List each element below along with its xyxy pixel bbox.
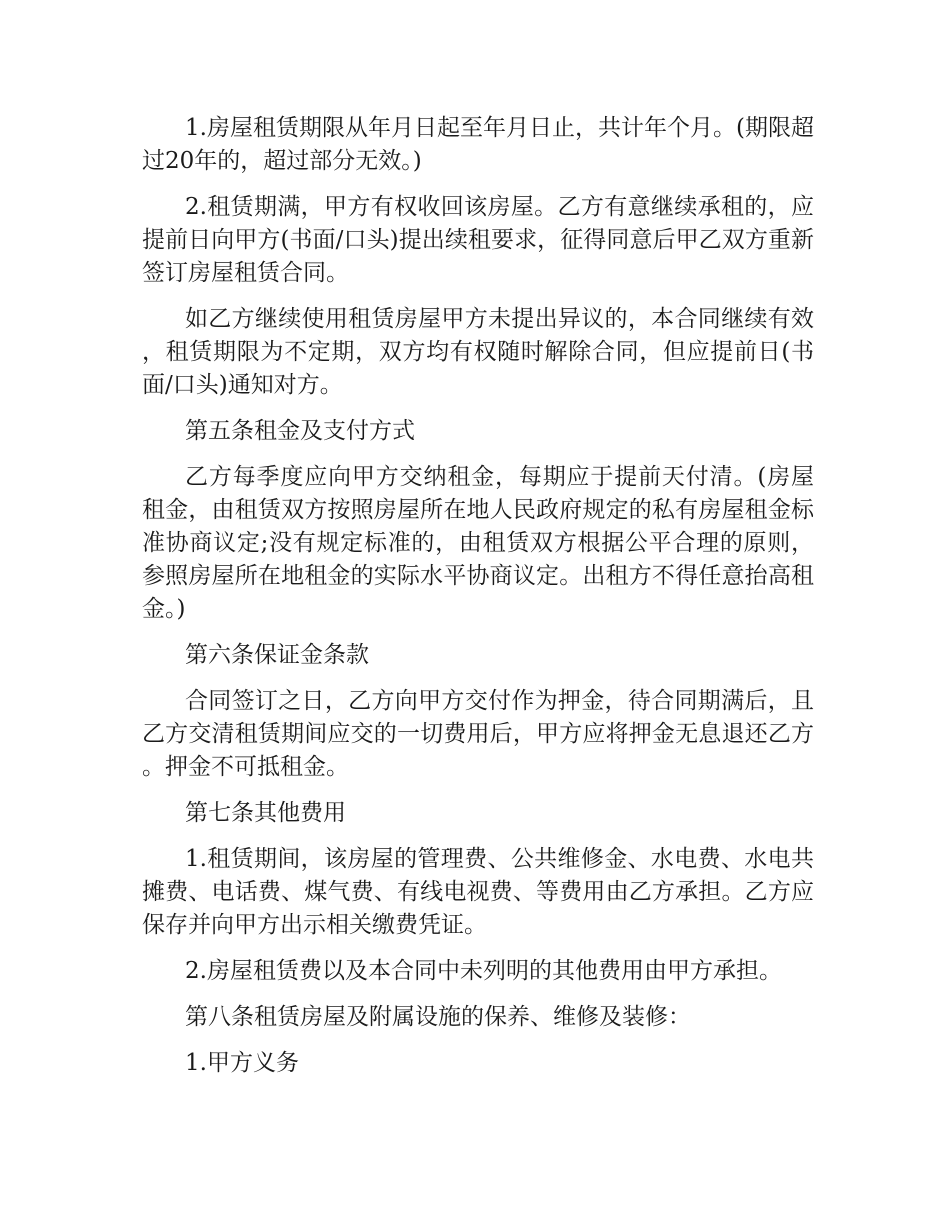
clause-lease-renewal: 2.租赁期满，甲方有权收回该房屋。乙方有意继续承租的，应提前日向甲方(书面/口头)提出续租要求，征得同意后甲乙双方重新签订房屋租赁合同。	[142, 194, 814, 286]
article-6-heading: 第六条保证金条款	[185, 642, 369, 668]
document-body	[142, 112, 814, 1093]
clause-deposit: 合同签订之日，乙方向甲方交付作为押金，待合同期满后，且乙方交清租赁期间应交的一切费用后，甲方应将押金无息退还乙方。押金不可抵租金。	[142, 688, 814, 780]
clause-tenant-fees: 1.租赁期间，该房屋的管理费、公共维修金、水电费、水电共摊费、电话费、煤气费、有线电视费、等费用由乙方承担。乙方应保存并向甲方出示相关缴费凭证。	[142, 846, 814, 938]
clause-lease-term: 1.房屋租赁期限从年月日起至年月日止，共计年个月。(期限超过20年的，超过部分无效。)	[142, 115, 814, 174]
article-8-heading: 第八条租赁房屋及附属设施的保养、维修及装修：	[185, 1004, 691, 1030]
clause-rent-payment: 乙方每季度应向甲方交纳租金，每期应于提前天付清。(房屋租金，由租赁双方按照房屋所在地人民政府规定的私有房屋租金标准协商议定;没有规定标准的，由租赁双方根据公平合理的原则，参照房屋所在地租金的实际水平协商议定。出租方不得任意抬高租金。)	[142, 464, 814, 622]
clause-landlord-fees: 2.房屋租赁费以及本合同中未列明的其他费用由甲方承担。	[185, 958, 782, 984]
clause-indefinite-term: 如乙方继续使用租赁房屋甲方未提出异议的，本合同继续有效，租赁期限为不定期，双方均有权随时解除合同，但应提前日(书面/口头)通知对方。	[142, 306, 814, 398]
article-7-heading: 第七条其他费用	[185, 800, 346, 826]
article-5-heading: 第五条租金及支付方式	[185, 418, 415, 444]
clause-landlord-duties: 1.甲方义务	[185, 1050, 299, 1076]
